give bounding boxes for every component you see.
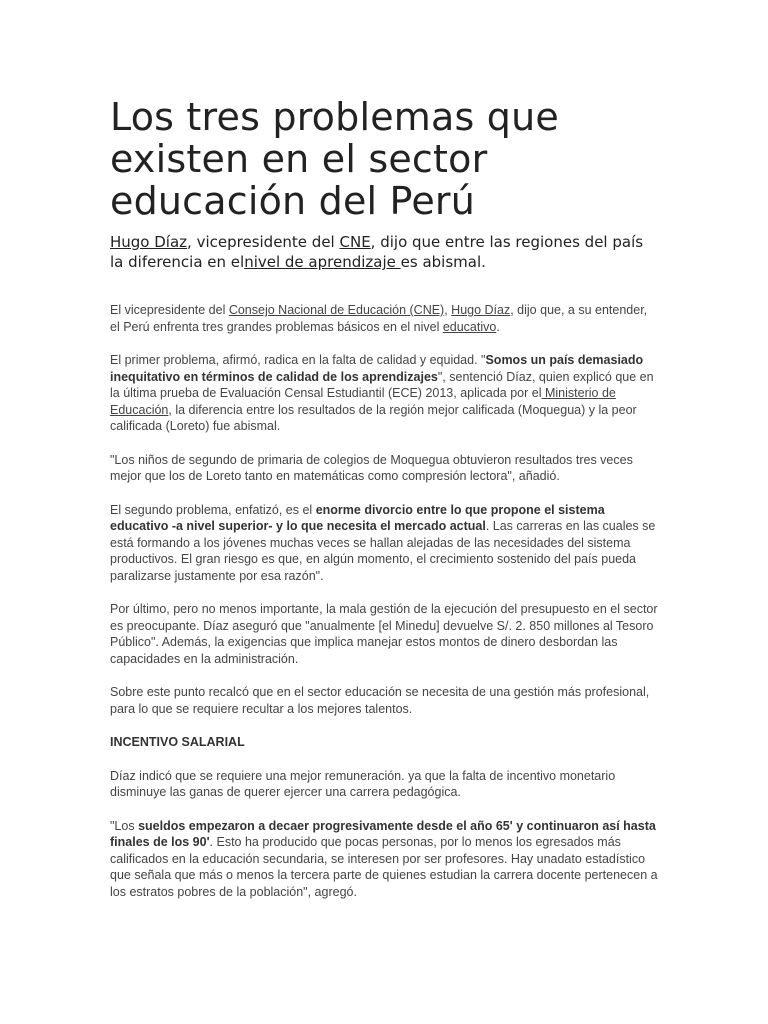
paragraph-1: El vicepresidente del Consejo Nacional de Educación (CNE), Hugo Díaz, dijo que, a su entender, el Perú enfrenta tres grandes problemas básicos en el nivel educativo. — [110, 303, 648, 334]
author-link[interactable]: Hugo Díaz — [110, 233, 188, 251]
paragraph-7: Díaz indicó que se requiere una mejor remuneración. ya que la falta de incentivo monetario disminuye las ganas de querer ejercer una carrera pedagógica. — [110, 768, 616, 799]
ministerio-link[interactable]: Ministerio de Educación — [110, 386, 616, 417]
article-title: Los tres problemas que existen en el sector educación del Perú — [110, 95, 559, 223]
article-lede: Hugo Díaz, vicepresidente del CNE, dijo que entre las regiones del país la diferencia en elnivel de aprendizaje es abismal. — [110, 233, 644, 271]
nivel-aprendizaje-link[interactable]: nivel de aprendizaje — [244, 253, 401, 271]
paragraph-8: "Los sueldos empezaron a decaer progresivamente desde el año 65' y continuaron así hasta finales de los 90'. Esto ha producido que pocas personas, por lo menos los egresados más calificados en la educación secundaria, se interesen por ser profesores. Hay unadato estadístico que señala que más o menos la tercera parte de quienes estudian la carrera docente pertenecen a los estratos pobres de la población", agregó. — [110, 818, 658, 899]
cne-full-link[interactable]: Consejo Nacional de Educación (CNE) — [228, 303, 445, 317]
paragraph-3: "Los niños de segundo de primaria de colegios de Moquegua obtuvieron resultados tres veces mejor que los de Loreto tanto en matemáticas como compresión lectora", añadió. — [110, 452, 633, 483]
paragraph-5: Por último, pero no menos importante, la mala gestión de la ejecución del presupuesto en el sector es preocupante. Díaz aseguró que "anualmente [el Minedu] devuelve S/. 2. 850 millones al Tesoro Público". Además, la exigencias que implica manejar estos montos de dinero desbordan las capacidades en la administración. — [110, 602, 658, 666]
paragraph-6: Sobre este punto recalcó que en el sector educación se necesita de una gestión más profesional, para lo que se requiere recultar a los mejores talentos. — [110, 685, 650, 716]
paragraph-2: El primer problema, afirmó, radica en la falta de calidad y equidad. "Somos un país demasiado inequitativo en términos de calidad de los aprendizajes", sentenció Díaz, quien explicó que en la última prueba de Evaluación Censal Estudiantil (ECE) 2013, aplicada por el Ministerio de Educación, la diferencia entre los resultados de la región mejor calificada (Moquegua) y la peor calificada (Loreto) fue abismal. — [110, 353, 654, 433]
section-heading: INCENTIVO SALARIAL — [110, 735, 245, 749]
paragraph-4: El segundo problema, enfatizó, es el enorme divorcio entre lo que propone el sistema educativo -a nivel superior- y lo que necesita el mercado actual. Las carreras en las cuales se está formando a los jóvenes muchas veces se hallan alejadas de las necesidades del sistema productivos. El gran riesgo es que, en algún momento, el crecimiento sostenido del país pueda paralizarse justamente por esa razón". — [110, 502, 656, 583]
article — [110, 96, 660, 900]
educativo-link[interactable]: educativo — [442, 319, 497, 334]
author-link-body[interactable]: Hugo Díaz — [451, 303, 511, 317]
cne-link[interactable]: CNE — [339, 233, 371, 251]
